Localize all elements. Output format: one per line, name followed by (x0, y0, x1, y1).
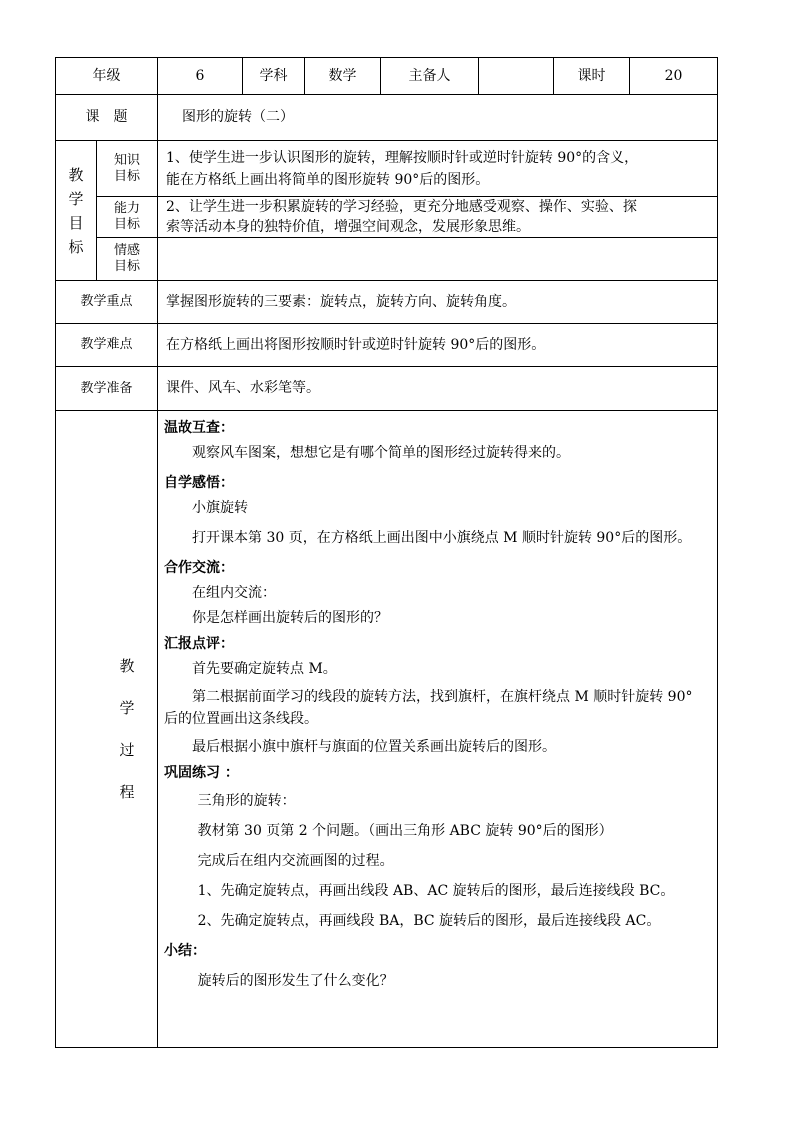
ability-line: 2、让学生进一步积累旋转的学习经验，更充分地感受观察、操作、实验、探 (166, 199, 637, 215)
objectives-label-char: 教 (68, 165, 84, 184)
review-text: 观察风车图案，想想它是有哪个简单的图形经过旋转得来的。 (192, 445, 570, 461)
practice-text-2: 教材第 30 页第 2 个问题。（画出三角形 ABC 旋转 90°后的图形） (197, 823, 613, 839)
key-points-row (56, 281, 718, 324)
cooperation-text-2: 你是怎样画出旋转后的图形的？ (192, 610, 388, 626)
subject-value: 数学 (305, 58, 381, 95)
preparation-label: 教学准备 (56, 367, 158, 411)
process-label-char: 学 (119, 699, 135, 717)
objectives-label-char: 目 (68, 213, 84, 232)
report-text-2: 第二根据前面学习的线段的旋转方法，找到旗杆，在旗杆绕点 M 顺时针旋转 90° (192, 689, 693, 705)
header-row (56, 58, 718, 95)
emotion-objective-text (158, 238, 718, 281)
ability-objective-text (158, 197, 718, 238)
cooperation-heading: 合作交流： (164, 560, 234, 576)
practice-text-3: 完成后在组内交流画图的过程。 (197, 853, 394, 869)
objective-knowledge-row (56, 141, 718, 197)
lesson-plan-document (55, 57, 717, 1058)
report-text-3: 最后根据小旗中旗杆与旗面的位置关系画出旋转后的图形。 (192, 739, 556, 755)
objectives-label (56, 141, 97, 281)
emotion-objective-label (97, 238, 158, 281)
process-content (158, 411, 718, 1048)
objectives-label-char: 标 (68, 237, 84, 256)
practice-text-1: 三角形的旋转： (197, 793, 296, 809)
self-study-subtitle: 小旗旋转 (192, 500, 248, 516)
knowledge-line: 1、使学生进一步认识图形的旋转，理解按顺时针或逆时针旋转 90°的含义， (166, 149, 639, 166)
report-text-1: 首先要确定旋转点 M。 (192, 661, 337, 677)
difficulties-label: 教学难点 (56, 324, 158, 367)
report-heading: 汇报点评： (164, 636, 234, 652)
key-points-value: 掌握图形旋转的三要素：旋转点，旋转方向、旋转角度。 (158, 281, 718, 324)
self-study-text: 打开课本第 30 页，在方格纸上画出图中小旗绕点 M 顺时针旋转 90°后的图形。 (192, 530, 692, 546)
grade-value: 6 (158, 58, 243, 95)
process-label-char: 程 (119, 783, 135, 801)
process-label (56, 411, 158, 1048)
emotion-label-line: 目标 (113, 259, 140, 274)
period-label: 课时 (554, 58, 630, 95)
process-label-char: 教 (119, 657, 135, 675)
difficulties-row (56, 324, 718, 367)
knowledge-objective-label (97, 141, 158, 197)
topic-value: 图形的旋转（二） (158, 95, 718, 141)
report-text-2-cont: 后的位置画出这条线段。 (164, 711, 318, 727)
difficulties-value: 在方格纸上画出将图形按顺时针或逆时针旋转 90°后的图形。 (158, 324, 718, 367)
period-value: 20 (630, 58, 718, 95)
topic-row (56, 95, 718, 141)
ability-line: 索等活动本身的独特价值，增强空间观念，发展形象思维。 (166, 219, 530, 235)
summary-heading: 小结： (164, 943, 206, 959)
review-heading: 温故互查： (164, 420, 234, 436)
knowledge-objective-text (158, 141, 718, 197)
emotion-label-line: 情感 (113, 243, 140, 259)
subject-label: 学科 (243, 58, 305, 95)
preparer-label: 主备人 (381, 58, 479, 95)
preparation-row (56, 367, 718, 411)
practice-text-4: 1、先确定旋转点，再画出线段 AB、AC 旋转后的图形，最后连接线段 BC。 (197, 883, 675, 899)
ability-objective-label (97, 197, 158, 238)
objectives-label-char: 学 (68, 189, 84, 208)
grade-label: 年级 (56, 58, 158, 95)
practice-heading: 巩固练习 ： (164, 765, 239, 781)
knowledge-label-line: 目标 (113, 168, 140, 184)
cooperation-text-1: 在组内交流： (192, 585, 276, 601)
objective-emotion-row (56, 238, 718, 281)
knowledge-label-line: 知识 (113, 152, 140, 168)
lesson-plan-table (55, 57, 718, 1048)
ability-label-line: 能力 (113, 201, 140, 217)
preparer-value (479, 58, 554, 95)
knowledge-line: 能在方格纸上画出将简单的图形旋转 90°后的图形。 (166, 171, 490, 188)
ability-label-line: 目标 (113, 217, 140, 232)
practice-text-5: 2、先确定旋转点，再画线段 BA，BC 旋转后的图形，最后连接线段 AC。 (197, 913, 661, 929)
key-points-label: 教学重点 (56, 281, 158, 324)
process-row (56, 411, 718, 1048)
summary-text: 旋转后的图形发生了什么变化？ (197, 973, 394, 989)
objective-ability-row (56, 197, 718, 238)
preparation-value: 课件、风车、水彩笔等。 (158, 367, 718, 411)
self-study-heading: 自学感悟： (164, 475, 234, 491)
process-label-char: 过 (119, 741, 135, 759)
topic-label: 课 题 (56, 95, 158, 141)
